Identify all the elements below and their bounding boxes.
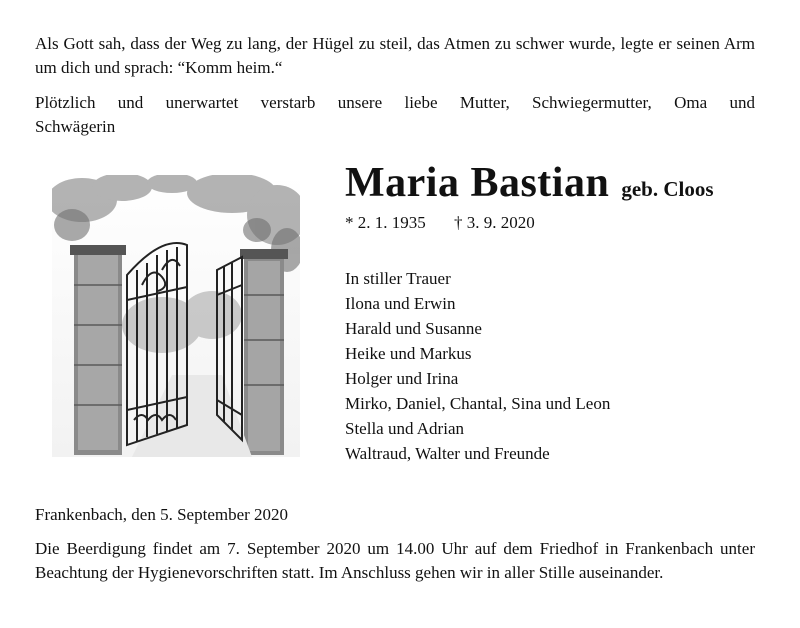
intro-line-1: Plötzlich und unerwartet verstarb unsere liebe Mutter, Schwiegermutter, Oma und [35, 93, 755, 112]
list-item: Ilona und Erwin [345, 294, 456, 313]
list-item: Stella und Adrian [345, 419, 464, 438]
garden-gate-illustration [52, 175, 300, 457]
list-item: Holger und Irina [345, 369, 459, 388]
intro-text [35, 91, 755, 139]
maiden-name: geb. Cloos [621, 177, 714, 201]
list-item: Waltraud, Walter und Freunde [345, 444, 550, 463]
life-dates [345, 211, 559, 235]
list-item: In stiller Trauer [345, 269, 451, 288]
funeral-info: Die Beerdigung findet am 7. September 2020 um 14.00 Uhr auf dem Friedhof in Frankenbach unter Beachtung der Hygienevorschriften statt. Im Anschluss gehen wir in aller Stille auseinander. [35, 539, 755, 582]
mourners-list [345, 266, 610, 466]
opening-quote: Als Gott sah, dass der Weg zu lang, der Hügel zu steil, das Atmen zu schwer wurde, legte er seinen Arm um dich und sprach: “Komm heim.“ [35, 34, 755, 77]
list-item: Mirko, Daniel, Chantal, Sina und Leon [345, 394, 611, 413]
death-date: † 3. 9. 2020 [454, 213, 535, 232]
deceased-name-block [345, 158, 714, 208]
list-item: Heike und Markus [345, 344, 472, 363]
intro-line-2: Schwägerin [35, 117, 116, 136]
place-and-date: Frankenbach, den 5. September 2020 [35, 505, 289, 524]
deceased-name: Maria Bastian [345, 160, 610, 206]
birth-date: * 2. 1. 1935 [345, 213, 426, 232]
list-item: Harald und Susanne [345, 319, 482, 338]
